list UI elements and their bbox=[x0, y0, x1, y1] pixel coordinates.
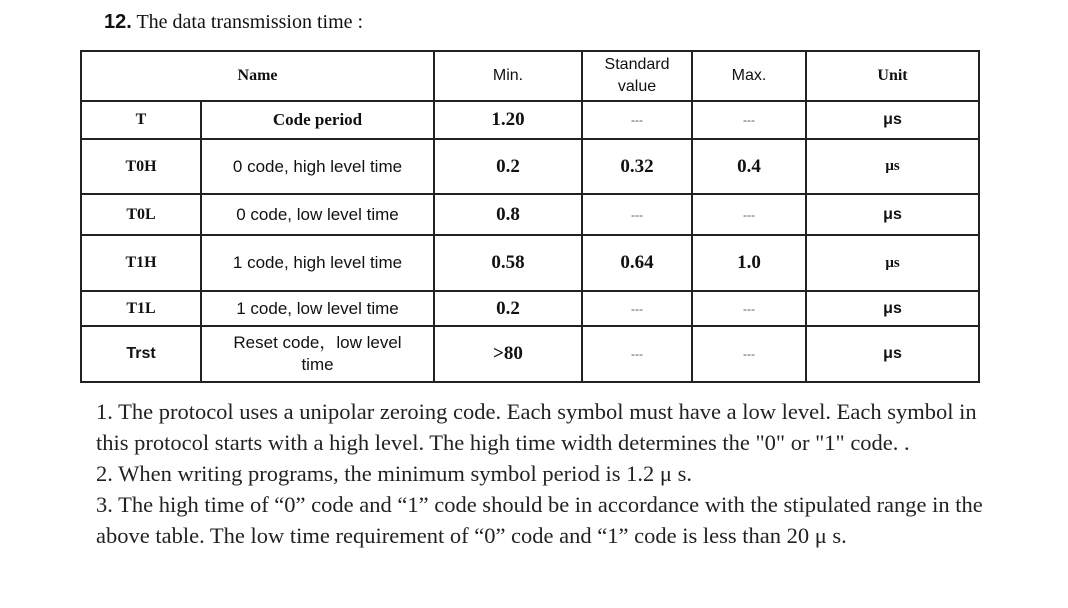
row-max: --- bbox=[692, 194, 806, 235]
row-min: 1.20 bbox=[434, 101, 582, 139]
row-unit: μs bbox=[806, 326, 979, 382]
table-row bbox=[81, 101, 979, 139]
row-standard: --- bbox=[582, 291, 692, 326]
notes bbox=[96, 396, 996, 551]
row-standard: --- bbox=[582, 326, 692, 382]
table-row bbox=[81, 139, 979, 194]
row-min: 0.2 bbox=[434, 139, 582, 194]
table-row bbox=[81, 194, 979, 235]
row-unit: μs bbox=[806, 194, 979, 235]
section-heading bbox=[104, 8, 363, 36]
row-unit: μs bbox=[806, 139, 979, 194]
table-row bbox=[81, 326, 979, 382]
row-max: 1.0 bbox=[692, 235, 806, 291]
row-symbol: T1H bbox=[81, 235, 201, 291]
note-1: 1. The protocol uses a unipolar zeroing code. Each symbol must have a low level. Each symbol in this protocol starts with a high level. The high time width determines the "0" or "1" code. . bbox=[96, 399, 977, 455]
row-symbol: T0L bbox=[81, 194, 201, 235]
section-title: The data transmission time : bbox=[136, 11, 364, 33]
row-min: 0.2 bbox=[434, 291, 582, 326]
row-standard: --- bbox=[582, 101, 692, 139]
row-symbol: T1L bbox=[81, 291, 201, 326]
row-max: --- bbox=[692, 326, 806, 382]
note-2: 2. When writing programs, the minimum symbol period is 1.2 μ s. bbox=[96, 461, 692, 486]
row-min: 0.58 bbox=[434, 235, 582, 291]
table-row bbox=[81, 291, 979, 326]
section-number: 12. bbox=[104, 11, 132, 33]
transmission-time-table bbox=[80, 50, 980, 383]
row-symbol: T0H bbox=[81, 139, 201, 194]
row-name bbox=[201, 326, 434, 382]
header-name: Name bbox=[81, 51, 434, 101]
row-name: 1 code, high level time bbox=[201, 235, 434, 291]
note-3: 3. The high time of “0” code and “1” code should be in accordance with the stipulated range in the above table. The low time requirement of “0” code and “1” code is less than 20 μ s. bbox=[96, 492, 983, 548]
header-standard bbox=[582, 51, 692, 101]
row-symbol: T bbox=[81, 101, 201, 139]
row-max: --- bbox=[692, 101, 806, 139]
table-header-row bbox=[81, 51, 979, 101]
row-max: --- bbox=[692, 291, 806, 326]
row-min: 0.8 bbox=[434, 194, 582, 235]
row-standard: 0.32 bbox=[582, 139, 692, 194]
row-name: Code period bbox=[201, 101, 434, 139]
row-name: 0 code, high level time bbox=[201, 139, 434, 194]
header-min: Min. bbox=[434, 51, 582, 101]
header-unit: Unit bbox=[806, 51, 979, 101]
row-name-label: Reset code，low level time bbox=[233, 333, 402, 374]
header-max: Max. bbox=[692, 51, 806, 101]
row-name: 1 code, low level time bbox=[201, 291, 434, 326]
table-row bbox=[81, 235, 979, 291]
row-standard: --- bbox=[582, 194, 692, 235]
row-max: 0.4 bbox=[692, 139, 806, 194]
row-unit: μs bbox=[806, 235, 979, 291]
row-unit: μs bbox=[806, 291, 979, 326]
row-unit: μs bbox=[806, 101, 979, 139]
row-min: >80 bbox=[434, 326, 582, 382]
header-standard-label: Standard value bbox=[604, 56, 670, 95]
row-name: 0 code, low level time bbox=[201, 194, 434, 235]
row-symbol: Trst bbox=[81, 326, 201, 382]
row-standard: 0.64 bbox=[582, 235, 692, 291]
